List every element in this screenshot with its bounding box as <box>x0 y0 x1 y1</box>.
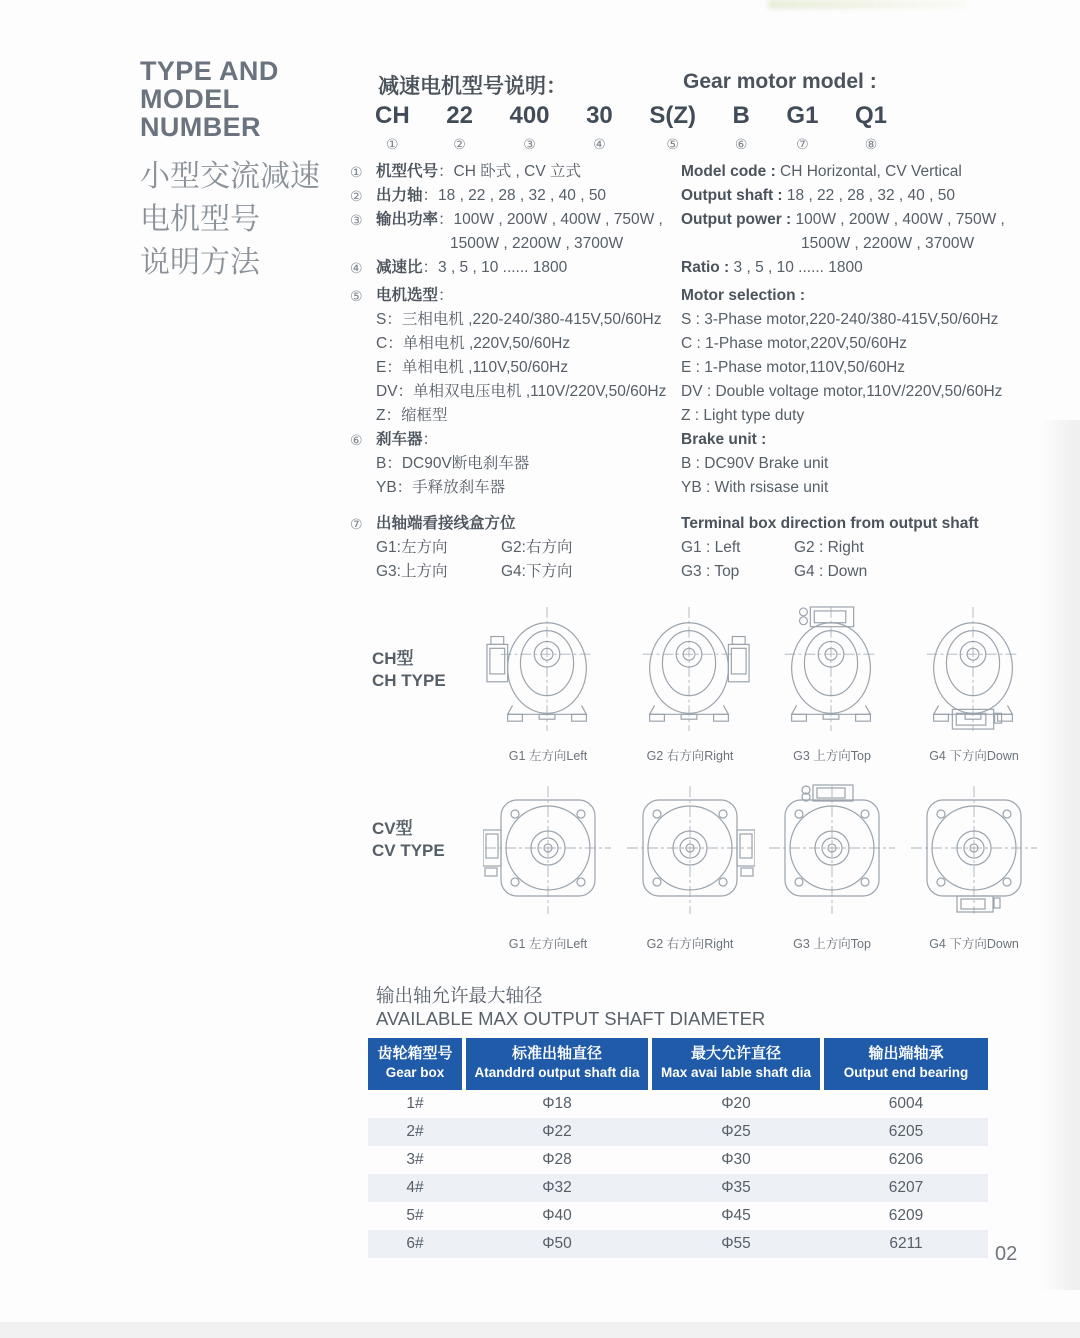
table-row <box>368 1146 988 1174</box>
circled-number: ② <box>453 136 466 152</box>
circled-number: ② <box>350 188 363 204</box>
spec-line <box>350 232 685 256</box>
table-cell: Φ35 <box>721 1179 751 1196</box>
circled-number: ⑧ <box>864 136 878 152</box>
table-row <box>368 1118 988 1146</box>
table-cell: 6207 <box>888 1179 924 1196</box>
spec-text: 1500W , 2200W , 3700W <box>801 235 975 252</box>
spec-line <box>350 536 685 560</box>
table-cell: Φ25 <box>721 1123 751 1140</box>
page-title-line: TYPE AND <box>140 56 279 86</box>
model-code-segment: S(Z) <box>649 102 696 129</box>
spec-list-en <box>681 160 1031 584</box>
shaft-table-title <box>376 984 765 1030</box>
spec-line <box>681 536 1031 560</box>
spec-line <box>681 308 1031 332</box>
shaft-table-title-cn: 输出轴允许最大轴径 <box>376 985 543 1006</box>
figure-row-ch <box>477 602 1045 764</box>
page-subtitle-cn <box>140 155 320 284</box>
circled-number: ③ <box>523 136 536 152</box>
spec-text: 18 , 22 , 28 , 32 , 40 , 50 <box>782 187 955 204</box>
page-subtitle-line: 说明方法 <box>140 246 260 279</box>
spec-line <box>350 356 685 380</box>
figure-caption: G1 左方向Left <box>508 749 588 763</box>
spec-text: ：100W , 200W , 400W , 750W , <box>438 211 663 228</box>
model-code-part <box>855 103 887 153</box>
table-row <box>368 1202 988 1230</box>
model-code-segment: 22 <box>446 102 473 129</box>
spec-col-text: G3:上方向 <box>376 563 448 580</box>
spec-col-text: G1 : Left <box>681 539 741 556</box>
table-header-en: Gear box <box>385 1065 445 1080</box>
motor-figure <box>903 602 1045 764</box>
table-header-cn: 齿轮箱型号 <box>377 1045 453 1062</box>
table-cell: 6004 <box>888 1095 924 1112</box>
page-title-en <box>140 57 320 141</box>
model-code-part <box>733 103 750 153</box>
photo-bottom-edge <box>0 1322 1080 1338</box>
motor-drawing-down-icon <box>909 776 1039 929</box>
motor-drawing-right-icon <box>625 776 755 929</box>
spec-text: B : DC90V Brake unit <box>681 455 829 472</box>
motor-drawing-left-icon <box>485 602 611 741</box>
model-code-segment: 400 <box>509 102 550 129</box>
motor-drawing-right-icon <box>627 602 753 741</box>
table-cell: 6# <box>406 1235 424 1252</box>
figure-label-cn: CH型 <box>372 649 414 668</box>
spec-text: C：单相电机 ,220V,50/60Hz <box>376 335 571 352</box>
spec-label: Output power : <box>681 211 792 228</box>
motor-drawing-down-icon <box>911 602 1037 741</box>
model-code-segment: CH <box>375 102 410 129</box>
spec-line <box>350 184 685 208</box>
spec-line <box>350 308 685 332</box>
spec-line <box>681 380 1031 404</box>
figure-label-en: CH TYPE <box>372 671 446 690</box>
figure-caption: G2 右方向Right <box>646 937 734 951</box>
spec-text: YB：手释放刹车器 <box>376 479 506 496</box>
motor-drawing-left-icon <box>483 776 613 929</box>
spec-label: Model code : <box>681 163 776 180</box>
motor-drawing-top-icon <box>767 776 897 929</box>
table-cell: Φ50 <box>542 1235 572 1252</box>
circled-number: ④ <box>350 260 363 276</box>
spec-line <box>350 428 685 452</box>
table-cell: Φ20 <box>721 1095 751 1112</box>
spec-line <box>681 160 1031 184</box>
table-cell: Φ55 <box>721 1235 751 1252</box>
model-code-part <box>786 103 818 153</box>
model-code-part <box>509 103 549 153</box>
spec-line <box>681 208 1031 232</box>
spec-line <box>681 356 1031 380</box>
model-code-part <box>446 103 473 153</box>
page-subtitle-line: 小型交流减速 <box>140 160 320 193</box>
spec-text: ：3 , 5 , 10 ...... 1800 <box>422 259 568 276</box>
circled-number: ④ <box>593 136 606 152</box>
table-cell: 6209 <box>888 1207 924 1224</box>
table-header-row <box>368 1038 988 1090</box>
circled-number: ⑤ <box>666 136 679 152</box>
table-row <box>368 1090 988 1118</box>
table-header-cell <box>466 1038 648 1090</box>
motor-figure <box>619 776 761 952</box>
table-cell: Φ45 <box>721 1207 751 1224</box>
table-cell: 1# <box>406 1095 424 1112</box>
table-row <box>368 1230 988 1258</box>
spec-line <box>681 284 1031 308</box>
table-header-cell <box>824 1038 988 1090</box>
spec-text: S：三相电机 ,220-240/380-415V,50/60Hz <box>376 311 662 328</box>
table-header-en: Output end bearing <box>843 1065 969 1080</box>
table-cell: 5# <box>406 1207 424 1224</box>
spec-text: 1500W , 2200W , 3700W <box>450 235 624 252</box>
spec-text: Z：缩框型 <box>376 407 448 424</box>
figure-caption: G1 左方向Left <box>508 937 588 951</box>
spec-line <box>681 560 1031 584</box>
circled-number: ① <box>350 164 363 180</box>
spec-line <box>350 560 685 584</box>
table-cell: Φ28 <box>542 1151 572 1168</box>
circled-number: ⑦ <box>796 136 809 152</box>
spec-col-text: G4 : Down <box>794 563 868 580</box>
spec-text: E : 1-Phase motor,110V,50/60Hz <box>681 359 906 376</box>
figure-label-ch <box>372 648 446 692</box>
spec-line <box>350 452 685 476</box>
spec-col-text: G2 : Right <box>794 539 864 556</box>
circled-number: ⑥ <box>734 136 748 152</box>
figure-caption: G4 下方向Down <box>929 749 1019 763</box>
spec-text: DV : Double voltage motor,110V/220V,50/60Hz <box>681 383 1003 400</box>
model-code-part <box>586 103 613 153</box>
table-cell: Φ32 <box>542 1179 572 1196</box>
figure-label-en: CV TYPE <box>372 841 445 860</box>
model-heading-en: Gear motor model : <box>683 70 877 93</box>
circled-number: ③ <box>350 212 363 228</box>
circled-number: ⑦ <box>350 516 363 532</box>
figure-caption: G3 上方向Top <box>793 937 871 951</box>
spec-line <box>350 404 685 428</box>
spec-text: C : 1-Phase motor,220V,50/60Hz <box>681 335 908 352</box>
table-cell: 2# <box>406 1123 424 1140</box>
motor-figure <box>761 602 903 764</box>
spec-text: DV：单相双电压电机 ,110V/220V,50/60Hz <box>376 383 667 400</box>
spec-line <box>681 512 1031 536</box>
table-header-cn: 最大允许直径 <box>690 1045 781 1062</box>
table-header-cell <box>368 1038 462 1090</box>
model-code-row <box>375 103 887 153</box>
spec-line <box>681 184 1031 208</box>
spec-line <box>350 512 685 536</box>
spec-label: 减速比 <box>376 259 423 276</box>
spec-line <box>350 380 685 404</box>
model-code-segment: 30 <box>586 102 613 129</box>
table-cell: Φ22 <box>542 1123 572 1140</box>
motor-figure <box>477 602 619 764</box>
circled-number: ① <box>386 136 399 152</box>
page-title-line: NUMBER <box>140 112 261 142</box>
spec-label: Brake unit : <box>681 431 767 448</box>
spec-line <box>681 428 1031 452</box>
spec-line <box>350 284 685 308</box>
spec-line <box>350 208 685 232</box>
table-cell: 3# <box>406 1151 424 1168</box>
table-cell: Φ18 <box>542 1095 572 1112</box>
spec-label: 刹车器 <box>376 431 423 448</box>
spec-line <box>350 332 685 356</box>
spec-line <box>350 160 685 184</box>
spec-col-text: G3 : Top <box>681 563 740 580</box>
spec-label: Terminal box direction from output shaft <box>681 515 979 532</box>
spec-label: Motor selection : <box>681 287 806 304</box>
spec-label: 出轴端看接线盒方位 <box>376 515 516 532</box>
circled-number: ⑤ <box>350 288 363 304</box>
spec-text: ： <box>422 431 439 448</box>
left-panel <box>140 57 320 284</box>
motor-figure <box>903 776 1045 952</box>
page-number: 02 <box>995 1243 1018 1265</box>
spec-text: ：CH 卧式 , CV 立式 <box>438 163 581 180</box>
spec-line <box>350 256 685 280</box>
motor-figure <box>761 776 903 952</box>
model-code-segment: G1 <box>786 102 819 129</box>
spec-text: 100W , 200W , 400W , 750W , <box>791 211 1005 228</box>
model-code-segment: B <box>732 102 750 129</box>
photo-edge-shadow <box>1040 420 1080 1290</box>
table-cell: Φ30 <box>721 1151 751 1168</box>
shaft-table-title-en: AVAILABLE MAX OUTPUT SHAFT DIAMETER <box>376 1008 766 1029</box>
figure-label-cv <box>372 818 445 862</box>
motor-figure <box>477 776 619 952</box>
table-header-cn: 标准出轴直径 <box>511 1045 602 1062</box>
spec-line <box>681 476 1031 500</box>
spec-col-text: G1:左方向 <box>376 539 448 556</box>
spec-label: 机型代号 <box>376 163 439 180</box>
page-title-line: MODEL <box>140 84 240 114</box>
table-cell: 6205 <box>888 1123 924 1140</box>
spec-text: ： <box>438 287 454 304</box>
table-header-en: Atanddrd output shaft dia <box>474 1065 640 1080</box>
page-subtitle-line: 电机型号 <box>140 203 260 236</box>
shaft-table <box>368 1038 988 1258</box>
table-cell: 6211 <box>889 1235 923 1252</box>
spec-line <box>681 404 1031 428</box>
figure-caption: G2 右方向Right <box>646 749 734 763</box>
spec-label: 出力轴 <box>376 187 423 204</box>
spec-col-text: G2:右方向 <box>501 539 573 556</box>
table-header-cn: 输出端轴承 <box>868 1045 944 1062</box>
figure-label-cn: CV型 <box>372 819 413 838</box>
spec-line <box>681 452 1031 476</box>
circled-number: ⑥ <box>350 432 363 448</box>
spec-text: 3 , 5 , 10 ...... 1800 <box>729 259 863 276</box>
model-heading-cn: 减速电机型号说明： <box>378 75 567 98</box>
model-code-segment: Q1 <box>854 102 887 129</box>
spec-text: YB : With rsisase unit <box>681 479 829 496</box>
figure-row-cv <box>477 776 1045 952</box>
spec-line <box>681 332 1031 356</box>
spec-text: CH Horizontal, CV Vertical <box>775 163 962 180</box>
spec-label: 输出功率 <box>376 211 439 228</box>
table-header-en: Max avai lable shaft dia <box>660 1065 812 1080</box>
motor-figure <box>619 602 761 764</box>
motor-drawing-top-icon <box>769 602 895 741</box>
spec-list-cn <box>350 160 685 584</box>
spec-text: S : 3-Phase motor,220-240/380-415V,50/60Hz <box>681 311 999 328</box>
spec-text: E：单相电机 ,110V,50/60Hz <box>376 359 569 376</box>
spec-text: ：18 , 22 , 28 , 32 , 40 , 50 <box>422 187 607 204</box>
spec-line <box>681 232 1031 256</box>
table-cell: 4# <box>406 1179 424 1196</box>
model-code-part <box>375 103 410 153</box>
figure-caption: G4 下方向Down <box>929 937 1019 951</box>
spec-text: Z : Light type duty <box>681 407 805 424</box>
spec-col-text: G4:下方向 <box>501 563 573 580</box>
spec-line <box>681 256 1031 280</box>
figure-caption: G3 上方向Top <box>793 749 871 763</box>
table-cell: 6206 <box>888 1151 924 1168</box>
spec-label: Output shaft : <box>681 187 783 204</box>
spec-label: Ratio : <box>681 259 730 276</box>
table-row <box>368 1174 988 1202</box>
spec-text: B：DC90V断电刹车器 <box>376 455 530 472</box>
photo-top-smudge <box>768 0 968 9</box>
table-cell: Φ40 <box>542 1207 572 1224</box>
model-code-part <box>649 103 696 153</box>
spec-line <box>350 476 685 500</box>
spec-label: 电机选型 <box>376 287 439 304</box>
table-header-cell <box>652 1038 820 1090</box>
